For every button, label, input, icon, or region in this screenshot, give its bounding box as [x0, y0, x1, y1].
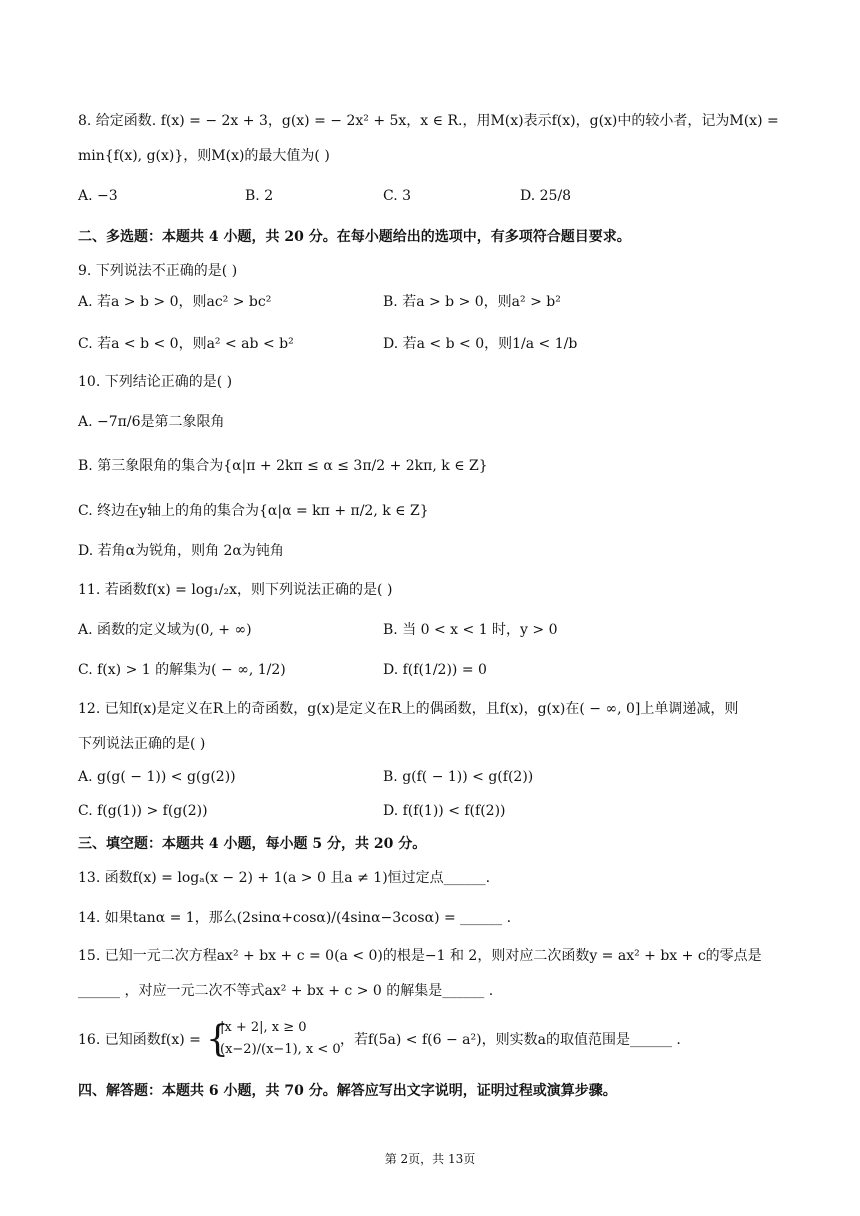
q16-brace: { — [206, 1019, 229, 1060]
q8-line2: min{f(x), g(x)}，则M(x)的最大值为( ) — [78, 148, 330, 164]
q10-option-d: D. 若角α为锐角，则角 2α为钝角 — [78, 543, 284, 559]
q15-line1: 15. 已知一元二次方程ax² + bx + c = 0(a < 0)的根是−1 和 2，则对应二次函数y = ax² + bx + c的零点是 — [78, 948, 762, 964]
q10-option-c: C. 终边在y轴上的角的集合为{α|α = kπ + π/2, k ∈ Z} — [78, 503, 429, 519]
q13-stem: 13. 函数f(x) = logₐ(x − 2) + 1(a > 0 且a ≠ 1)恒过定点______. — [78, 870, 491, 886]
q8-line1: 8. 给定函数. f(x) = − 2x + 3，g(x) = − 2x² + 5x，x ∈ R.，用M(x)表示f(x)，g(x)中的较小者，记为M(x) = — [78, 113, 779, 129]
q16-case-2: (x−2)/(x−1), x < 0 — [220, 1042, 341, 1057]
q12-option-b: B. g(f( − 1)) < g(f(2)) — [383, 769, 534, 785]
q15-line2: ______ ，对应一元二次不等式ax² + bx + c > 0 的解集是______ . — [78, 983, 494, 999]
q9-option-c: C. 若a < b < 0，则a² < ab < b² — [78, 336, 294, 352]
q11-option-c: C. f(x) > 1 的解集为( − ∞, 1/2) — [78, 662, 286, 678]
q12-line2: 下列说法正确的是( ) — [78, 736, 206, 752]
q10-stem: 10. 下列结论正确的是( ) — [78, 374, 233, 390]
q10-option-a: A. −7π/6是第二象限角 — [78, 414, 225, 430]
q8-option-d: D. 25/8 — [520, 188, 572, 204]
q9-option-b: B. 若a > b > 0，则a² > b² — [383, 294, 561, 310]
q8-option-a: A. −3 — [78, 188, 118, 204]
q9-option-a: A. 若a > b > 0，则ac² > bc² — [78, 294, 272, 310]
q12-option-c: C. f(g(1)) > f(g(2)) — [78, 803, 208, 819]
q11-stem: 11. 若函数f(x) = log₁/₂x，则下列说法正确的是( ) — [78, 582, 393, 598]
q16-case-1: |x + 2|, x ≥ 0 — [220, 1020, 307, 1035]
q9-option-d: D. 若a < b < 0，则1/a < 1/b — [383, 336, 578, 352]
q12-option-d: D. f(f(1)) < f(f(2)) — [383, 803, 506, 819]
q11-option-b: B. 当 0 < x < 1 时，y > 0 — [383, 622, 558, 638]
q8-option-b: B. 2 — [245, 188, 274, 204]
q12-line1: 12. 已知f(x)是定义在R上的奇函数，g(x)是定义在R上的偶函数，且f(x)，g(x)在( − ∞, 0]上单调递减，则 — [78, 701, 739, 717]
section-multi-choice-heading: 二、多选题：本题共 4 小题，共 20 分。在每小题给出的选项中，有多项符合题目要求。 — [78, 229, 631, 245]
section-answer-heading: 四、解答题：本题共 6 小题，共 70 分。解答应写出文字说明，证明过程或演算步骤。 — [78, 1083, 617, 1099]
q11-option-d: D. f(f(1/2)) = 0 — [383, 662, 487, 678]
q12-option-a: A. g(g( − 1)) < g(g(2)) — [78, 769, 236, 785]
page-footer: 第 2页，共 13页 — [384, 1152, 476, 1166]
q8-option-c: C. 3 — [383, 188, 412, 204]
q14-stem: 14. 如果tanα = 1，那么(2sinα+cosα)/(4sinα−3cosα) = ______ . — [78, 910, 512, 926]
q16-suffix: ，若f(5a) < f(6 − a²)，则实数a的取值范围是______ . — [340, 1032, 681, 1048]
q9-stem: 9. 下列说法不正确的是( ) — [78, 263, 238, 279]
q10-option-b: B. 第三象限角的集合为{α|π + 2kπ ≤ α ≤ 3π/2 + 2kπ, k ∈ Z} — [78, 458, 488, 474]
section-fill-blank-heading: 三、填空题：本题共 4 小题，每小题 5 分，共 20 分。 — [78, 836, 427, 852]
q16-prefix: 16. 已知函数f(x) = — [78, 1032, 201, 1048]
q11-option-a: A. 函数的定义域为(0, + ∞) — [78, 622, 252, 638]
